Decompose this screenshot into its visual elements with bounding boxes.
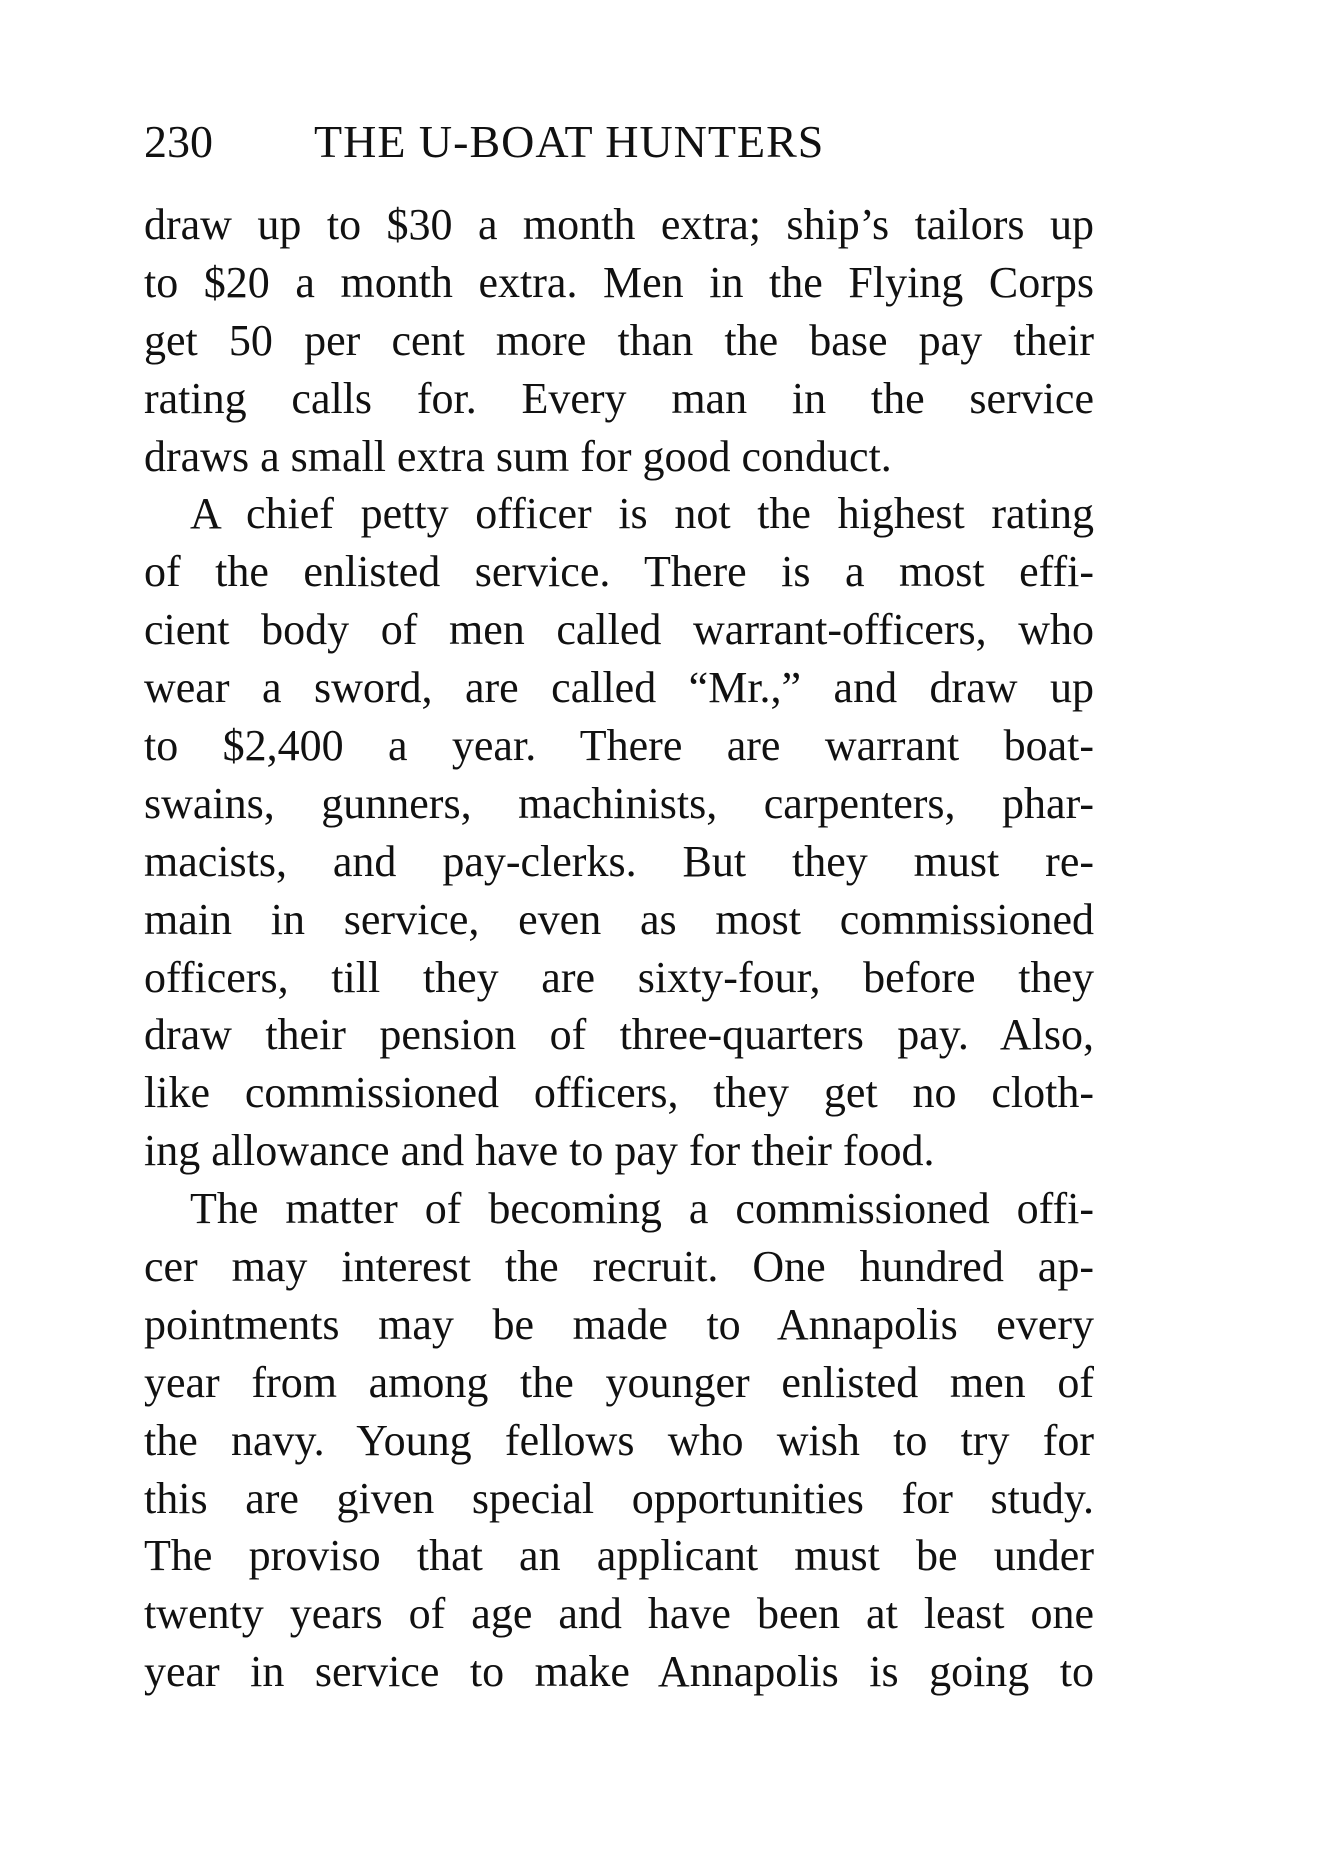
text-line: macists, and pay-clerks. But they must re- <box>144 836 1094 886</box>
text-line: The proviso that an applicant must be under <box>144 1531 1094 1581</box>
text-line: like commissioned officers, they get no cloth- <box>144 1068 1094 1118</box>
running-head-title: THE U-BOAT HUNTERS <box>314 116 825 167</box>
page-number: 230 <box>144 116 213 167</box>
running-head <box>144 112 1094 172</box>
text-line: ing allowance and have to pay for their food. <box>144 1126 935 1176</box>
text-line: The matter of becoming a commissioned offi- <box>190 1184 1094 1234</box>
text-line: officers, till they are sixty-four, before they <box>144 952 1094 1002</box>
text-line: year in service to make Annapolis is going to <box>144 1647 1094 1697</box>
text-line: to $20 a month extra. Men in the Flying Corps <box>144 257 1094 307</box>
text-line: rating calls for. Every man in the service <box>144 373 1094 423</box>
text-line: the navy. Young fellows who wish to try for <box>144 1415 1094 1465</box>
text-line: A chief petty officer is not the highest rating <box>190 489 1094 539</box>
text-line: to $2,400 a year. There are warrant boat- <box>144 721 1094 771</box>
text-line: twenty years of age and have been at least one <box>144 1589 1094 1639</box>
text-line: draw up to $30 a month extra; ship’s tailors up <box>144 200 1094 249</box>
text-line: get 50 per cent more than the base pay their <box>144 315 1094 365</box>
text-line: year from among the younger enlisted men of <box>144 1357 1094 1407</box>
text-line: cer may interest the recruit. One hundred ap- <box>144 1242 1094 1292</box>
text-line: draw their pension of three-quarters pay. Also, <box>144 1010 1094 1060</box>
text-line: of the enlisted service. There is a most effi- <box>144 547 1094 597</box>
text-line: this are given special opportunities for study. <box>144 1473 1094 1523</box>
text-line: swains, gunners, machinists, carpenters, phar- <box>144 778 1094 828</box>
text-line: cient body of men called warrant-officers, who <box>144 605 1094 655</box>
text-line: pointments may be made to Annapolis every <box>144 1299 1094 1349</box>
text-line: draws a small extra sum for good conduct. <box>144 431 892 481</box>
body-text <box>144 196 1094 1701</box>
text-line: wear a sword, are called “Mr.,” and draw up <box>144 663 1094 713</box>
text-line: main in service, even as most commissioned <box>144 894 1094 944</box>
